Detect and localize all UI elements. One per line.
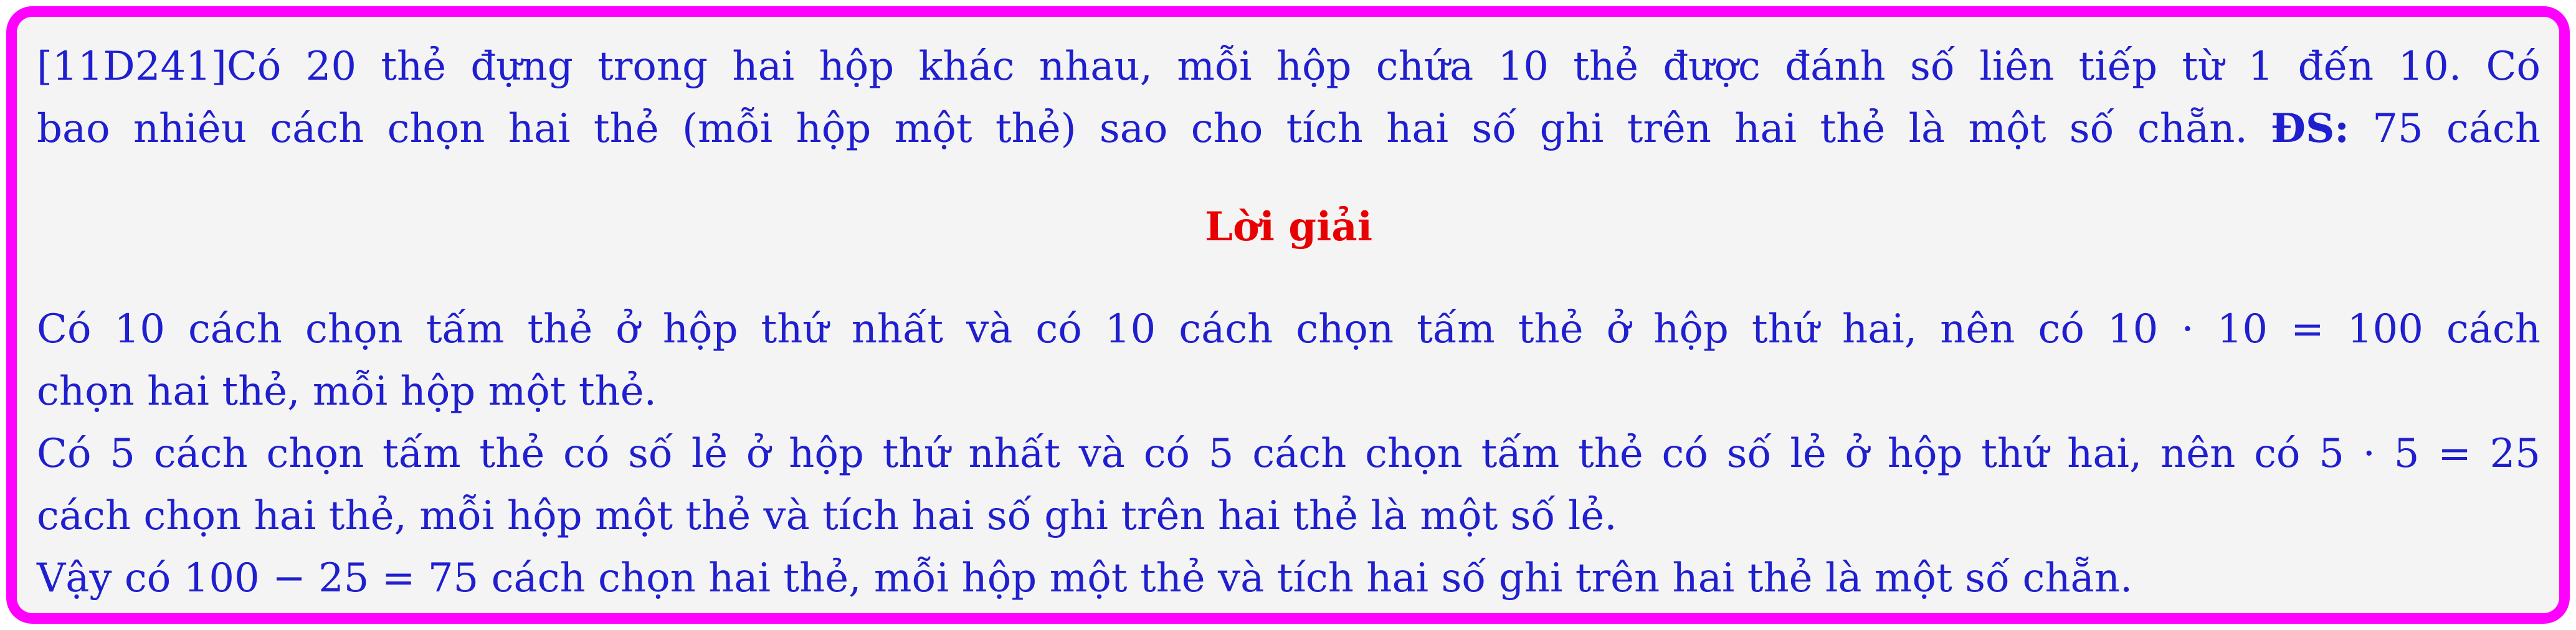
problem-box bbox=[6, 6, 2570, 624]
solution-title: Lời giải bbox=[1204, 204, 1373, 250]
solution-line-4: cách chọn hai thẻ, mỗi hộp một thẻ và tích hai số ghi trên hai thẻ là một số lẻ. bbox=[37, 493, 1617, 539]
problem-text-line-2: bao nhiêu cách chọn hai thẻ (mỗi hộp một thẻ) sao cho tích hai số ghi trên hai thẻ là một số chẵn. bbox=[37, 106, 2248, 152]
answer-value: 75 cách bbox=[2372, 106, 2541, 152]
problem-code: [11D241] bbox=[37, 44, 227, 90]
problem-statement-line-1 bbox=[37, 35, 2540, 98]
solution-line-2: chọn hai thẻ, mỗi hộp một thẻ. bbox=[37, 369, 657, 415]
solution-line-1: Có 10 cách chọn tấm thẻ ở hộp thứ nhất và có 10 cách chọn tấm thẻ ở hộp thứ hai, nên có 10 · 10 = 100 cách bbox=[37, 306, 2540, 352]
solution-line-3: Có 5 cách chọn tấm thẻ có số lẻ ở hộp thứ nhất và có 5 cách chọn tấm thẻ có số lẻ ở hộp thứ hai, nên có 5 · 5 = 25 bbox=[37, 431, 2540, 477]
problem-text-line-1: Có 20 thẻ đựng trong hai hộp khác nhau, mỗi hộp chứa 10 thẻ được đánh số liên tiếp từ 1 đến 10. Có bbox=[226, 44, 2540, 90]
solution-line-5: Vậy có 100 − 25 = 75 cách chọn hai thẻ, mỗi hộp một thẻ và tích hai số ghi trên hai thẻ là một số chẵn. bbox=[37, 555, 2133, 601]
answer-label: ĐS: bbox=[2271, 105, 2349, 152]
problem-statement-line-2 bbox=[37, 98, 2540, 160]
